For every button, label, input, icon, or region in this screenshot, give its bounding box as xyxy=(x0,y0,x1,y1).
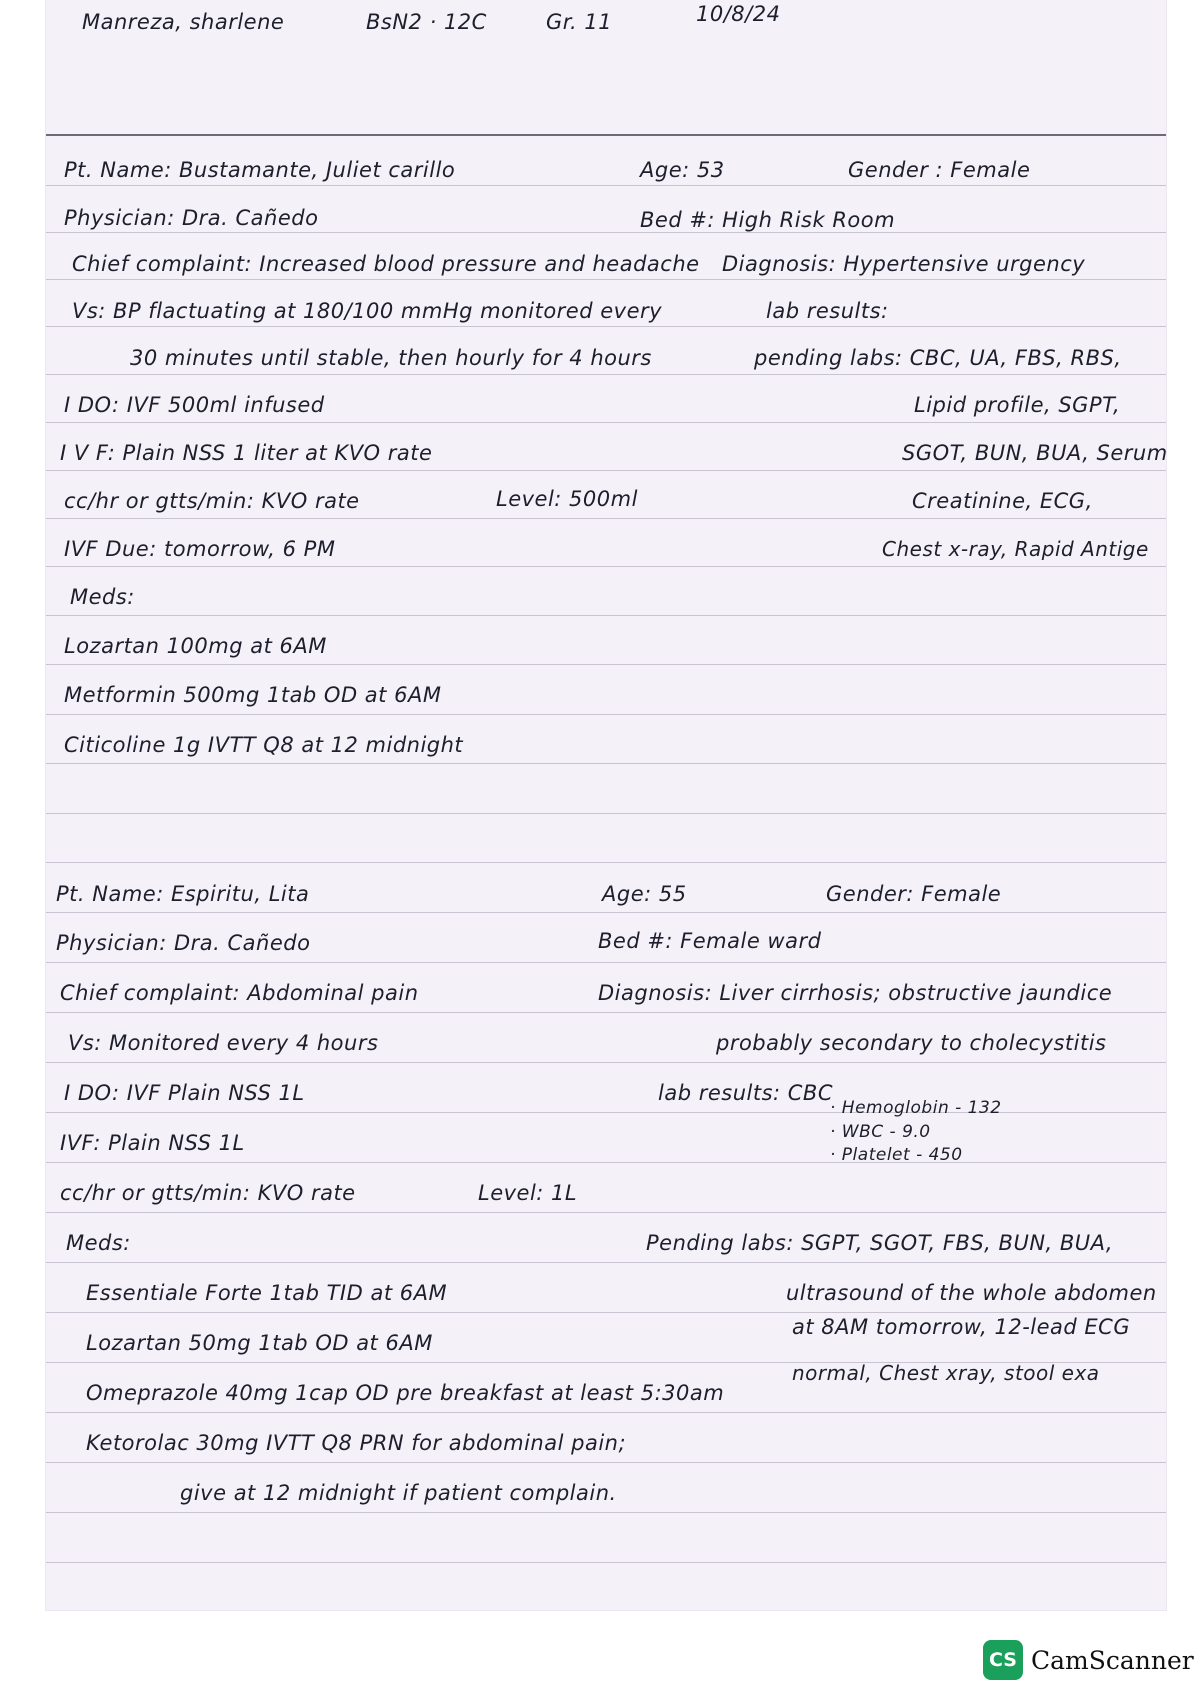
ruled-line xyxy=(46,279,1166,280)
note-date: 10/8/24 xyxy=(696,2,781,26)
patient1-vital-signs: Vs: BP flactuating at 180/100 mmHg monitored every xyxy=(72,299,663,323)
patient1-pending-labs-5: Chest x-ray, Rapid Antige xyxy=(882,537,1149,561)
patient2-lab-results: lab results: CBC xyxy=(658,1081,834,1105)
patient1-ido: I DO: IVF 500ml infused xyxy=(64,393,325,417)
patient2-gender: Gender: Female xyxy=(826,882,1002,906)
student-name: Manreza, sharlene xyxy=(82,10,285,34)
patient1-med-item: Lozartan 100mg at 6AM xyxy=(64,634,327,658)
camscanner-watermark xyxy=(983,1638,1194,1682)
ruled-line xyxy=(46,714,1166,715)
patient2-ido: I DO: IVF Plain NSS 1L xyxy=(64,1081,305,1105)
ruled-line xyxy=(46,962,1166,963)
patient1-physician: Physician: Dra. Cañedo xyxy=(64,206,319,230)
notebook-page xyxy=(46,0,1166,1610)
ruled-line xyxy=(46,1412,1166,1413)
ruled-line xyxy=(46,763,1166,764)
patient1-pending-labs-2: Lipid profile, SGPT, xyxy=(914,393,1121,417)
patient1-age: Age: 53 xyxy=(640,158,725,182)
patient2-pending-labs-3: at 8AM tomorrow, 12-lead ECG xyxy=(792,1315,1131,1339)
patient2-med-item: Essentiale Forte 1tab TID at 6AM xyxy=(86,1281,448,1305)
camscanner-logo-icon: CS xyxy=(983,1640,1023,1680)
ruled-line xyxy=(46,1162,1166,1163)
patient2-diagnosis: Diagnosis: Liver cirrhosis; obstructive jaundice xyxy=(598,981,1113,1005)
patient1-gender: Gender : Female xyxy=(848,158,1031,182)
patient1-pending-labs-3: SGOT, BUN, BUA, Serum xyxy=(902,441,1168,465)
patient2-physician: Physician: Dra. Cañedo xyxy=(56,931,311,955)
patient2-pending-labs-4: normal, Chest xray, stool exa xyxy=(792,1361,1100,1385)
patient2-ivf: IVF: Plain NSS 1L xyxy=(60,1131,245,1155)
ruled-line xyxy=(46,566,1166,567)
patient2-chief-complaint: Chief complaint: Abdominal pain xyxy=(60,981,419,1005)
section-code: BsN2 · 12C xyxy=(366,10,487,34)
ruled-line xyxy=(46,518,1166,519)
patient1-ivf: I V F: Plain NSS 1 liter at KVO rate xyxy=(60,441,433,465)
patient1-ivf-due: IVF Due: tomorrow, 6 PM xyxy=(64,537,336,561)
patient1-meds-label: Meds: xyxy=(70,585,135,609)
patient2-meds-label: Meds: xyxy=(66,1231,131,1255)
ruled-line xyxy=(46,326,1166,327)
group-number: Gr. 11 xyxy=(546,10,613,34)
patient1-pending-labs: pending labs: CBC, UA, FBS, RBS, xyxy=(754,346,1122,370)
ruled-line xyxy=(46,232,1166,233)
patient2-cbc-platelet: · Platelet - 450 xyxy=(830,1145,963,1165)
ruled-line xyxy=(46,185,1166,186)
patient2-pending-labs-2: ultrasound of the whole abdomen xyxy=(786,1281,1157,1305)
ruled-line xyxy=(46,374,1166,375)
header-rule xyxy=(46,134,1166,136)
ruled-line xyxy=(46,1262,1166,1263)
ruled-line xyxy=(46,664,1166,665)
ruled-line xyxy=(46,1062,1166,1063)
patient2-rate: cc/hr or gtts/min: KVO rate xyxy=(60,1181,356,1205)
patient1-lab-results: lab results: xyxy=(766,299,889,323)
ruled-line xyxy=(46,470,1166,471)
patient2-pending-labs: Pending labs: SGPT, SGOT, FBS, BUN, BUA, xyxy=(646,1231,1114,1255)
ruled-line xyxy=(46,1312,1166,1313)
patient2-cbc-hemoglobin: · Hemoglobin - 132 xyxy=(830,1098,1002,1118)
ruled-line xyxy=(46,1462,1166,1463)
ruled-line xyxy=(46,1212,1166,1213)
patient2-bed: Bed #: Female ward xyxy=(598,929,822,953)
patient2-med-note: give at 12 midnight if patient complain. xyxy=(180,1481,617,1505)
ruled-line xyxy=(46,862,1166,863)
patient1-med-item: Metformin 500mg 1tab OD at 6AM xyxy=(64,683,442,707)
patient2-med-item: Ketorolac 30mg IVTT Q8 PRN for abdominal pain; xyxy=(86,1431,627,1455)
ruled-line xyxy=(46,912,1166,913)
patient1-rate: cc/hr or gtts/min: KVO rate xyxy=(64,489,360,513)
patient1-bed: Bed #: High Risk Room xyxy=(640,208,896,232)
patient1-name: Pt. Name: Bustamante, Juliet carillo xyxy=(64,158,456,182)
ruled-line xyxy=(46,1562,1166,1563)
patient2-level: Level: 1L xyxy=(478,1181,578,1205)
patient1-med-item: Citicoline 1g IVTT Q8 at 12 midnight xyxy=(64,733,464,757)
camscanner-brand: CamScanner xyxy=(1031,1645,1194,1675)
patient2-vital-signs: Vs: Monitored every 4 hours xyxy=(68,1031,379,1055)
ruled-line xyxy=(46,422,1166,423)
patient2-med-item: Lozartan 50mg 1tab OD at 6AM xyxy=(86,1331,433,1355)
patient2-diagnosis-cont: probably secondary to cholecystitis xyxy=(716,1031,1107,1055)
patient2-name: Pt. Name: Espiritu, Lita xyxy=(56,882,310,906)
patient1-pending-labs-4: Creatinine, ECG, xyxy=(912,489,1093,513)
ruled-line xyxy=(46,813,1166,814)
patient1-level: Level: 500ml xyxy=(496,487,638,511)
ruled-line xyxy=(46,615,1166,616)
patient2-med-item: Omeprazole 40mg 1cap OD pre breakfast at least 5:30am xyxy=(86,1381,725,1405)
patient2-cbc-wbc: · WBC - 9.0 xyxy=(830,1122,931,1142)
ruled-line xyxy=(46,1512,1166,1513)
patient1-diagnosis: Diagnosis: Hypertensive urgency xyxy=(722,252,1086,276)
patient2-age: Age: 55 xyxy=(602,882,687,906)
patient1-chief-complaint: Chief complaint: Increased blood pressure and headache xyxy=(72,252,700,276)
ruled-line xyxy=(46,1012,1166,1013)
patient1-vital-signs-cont: 30 minutes until stable, then hourly for 4 hours xyxy=(130,346,652,370)
